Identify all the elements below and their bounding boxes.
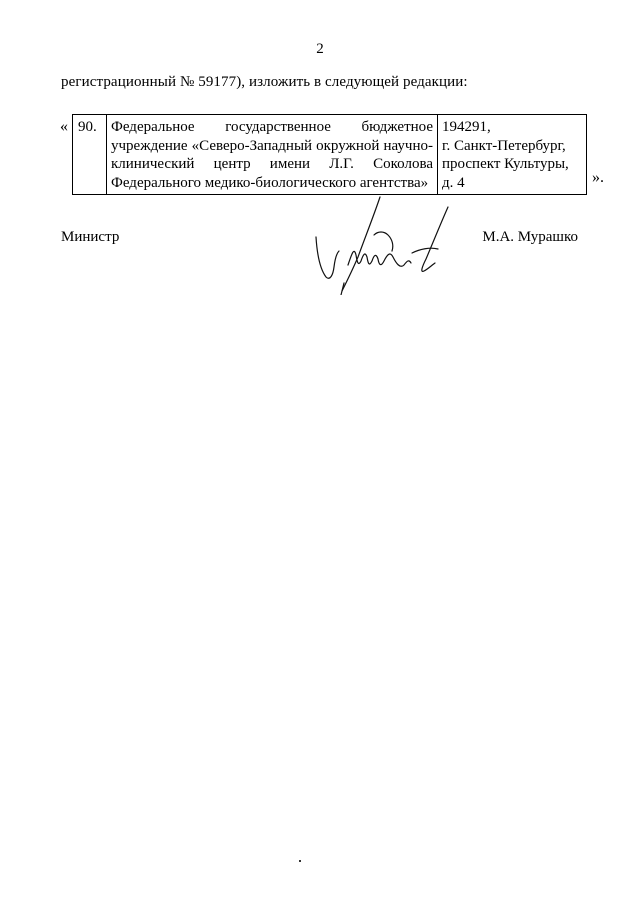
minister-name: М.А. Мурашко bbox=[482, 229, 578, 245]
address-city: г. Санкт-Петербург, bbox=[442, 137, 566, 154]
organization-address bbox=[438, 115, 587, 195]
address-building: д. 4 bbox=[442, 174, 465, 191]
organization-name: Федеральное государственное бюджетное учреждение «Северо-Западный окружной научно-клинический центр имени Л.Г. Соколова Федерального медико-биологического агентства» bbox=[107, 115, 438, 195]
address-street: проспект Культуры, bbox=[442, 156, 569, 172]
handwritten-signature bbox=[308, 195, 458, 295]
page-number: 2 bbox=[316, 41, 324, 57]
opening-quote: « bbox=[60, 118, 68, 135]
table-row bbox=[73, 115, 587, 195]
entry-number: 90. bbox=[73, 115, 107, 195]
intro-line: регистрационный № 59177), изложить в следующей редакции: bbox=[61, 74, 468, 90]
closing-quote: ». bbox=[592, 169, 604, 186]
footer-dot bbox=[299, 860, 301, 862]
minister-title: Министр bbox=[61, 229, 120, 245]
address-postcode: 194291, bbox=[442, 119, 491, 135]
entry-table bbox=[72, 114, 587, 195]
